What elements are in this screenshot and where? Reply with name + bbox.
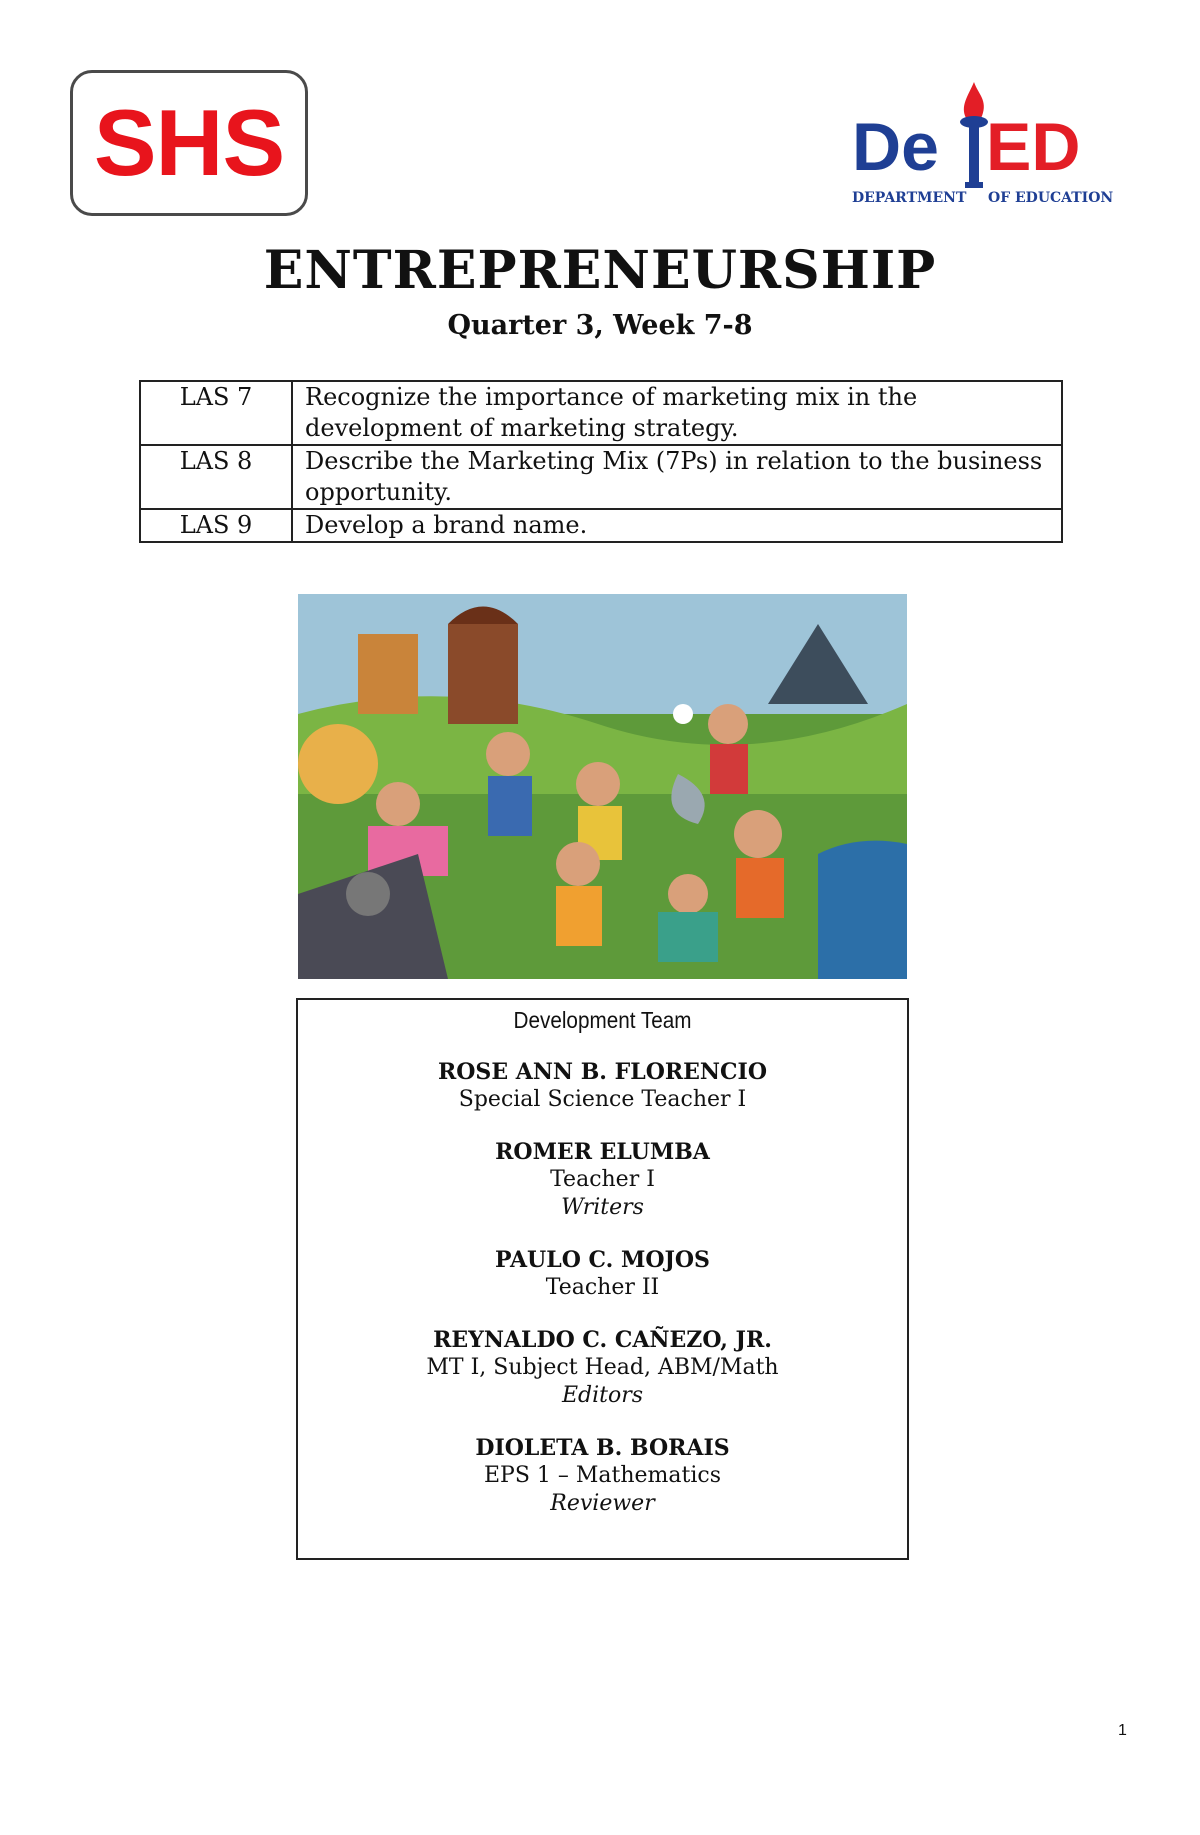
las-table xyxy=(139,380,1063,543)
shs-logo xyxy=(70,70,308,216)
team-heading: Development Team xyxy=(513,1007,692,1033)
svg-text:ED: ED xyxy=(986,109,1081,185)
team-member xyxy=(298,1434,907,1518)
las-description: Describe the Marketing Mix (7Ps) in relation to the business opportunity. xyxy=(292,445,1062,509)
member-role: EPS 1 – Mathematics xyxy=(483,1463,722,1488)
member-role: MT I, Subject Head, ABM/Math xyxy=(426,1355,779,1380)
table-row xyxy=(140,381,1062,445)
member-group: Writers xyxy=(561,1195,644,1220)
svg-text:DEPARTMENT: DEPARTMENT xyxy=(852,190,967,206)
las-code: LAS 7 xyxy=(140,381,292,445)
member-name: DIOLETA B. BORAIS xyxy=(475,1435,730,1461)
svg-text:De: De xyxy=(852,109,939,185)
member-name: PAULO C. MOJOS xyxy=(495,1247,710,1273)
member-group: Editors xyxy=(561,1383,644,1408)
member-group: Reviewer xyxy=(550,1491,655,1516)
page-title: ENTREPRENEURSHIP xyxy=(263,240,937,301)
table-row xyxy=(140,445,1062,509)
deped-logo xyxy=(848,72,1138,222)
team-member xyxy=(298,1246,907,1302)
table-row xyxy=(140,509,1062,542)
member-name: ROSE ANN B. FLORENCIO xyxy=(437,1059,767,1085)
member-name: REYNALDO C. CAÑEZO, JR. xyxy=(433,1327,772,1353)
team-member xyxy=(298,1138,907,1222)
las-description: Recognize the importance of marketing mix in the development of marketing strategy. xyxy=(292,381,1062,445)
las-code: LAS 9 xyxy=(140,509,292,542)
las-description: Develop a brand name. xyxy=(292,509,1062,542)
cover-illustration xyxy=(298,594,907,979)
team-member xyxy=(298,1058,907,1114)
las-code: LAS 8 xyxy=(140,445,292,509)
page-subtitle: Quarter 3, Week 7-8 xyxy=(447,310,753,341)
svg-text:OF EDUCATION: OF EDUCATION xyxy=(988,190,1114,206)
development-team-box xyxy=(296,998,909,1560)
member-role: Teacher II xyxy=(545,1275,660,1300)
team-member xyxy=(298,1326,907,1410)
page-number: 1 xyxy=(1118,1722,1127,1739)
shs-logo-text: SHS xyxy=(93,90,285,195)
member-role: Special Science Teacher I xyxy=(458,1087,747,1112)
member-name: ROMER ELUMBA xyxy=(495,1139,710,1165)
member-role: Teacher I xyxy=(550,1167,655,1192)
